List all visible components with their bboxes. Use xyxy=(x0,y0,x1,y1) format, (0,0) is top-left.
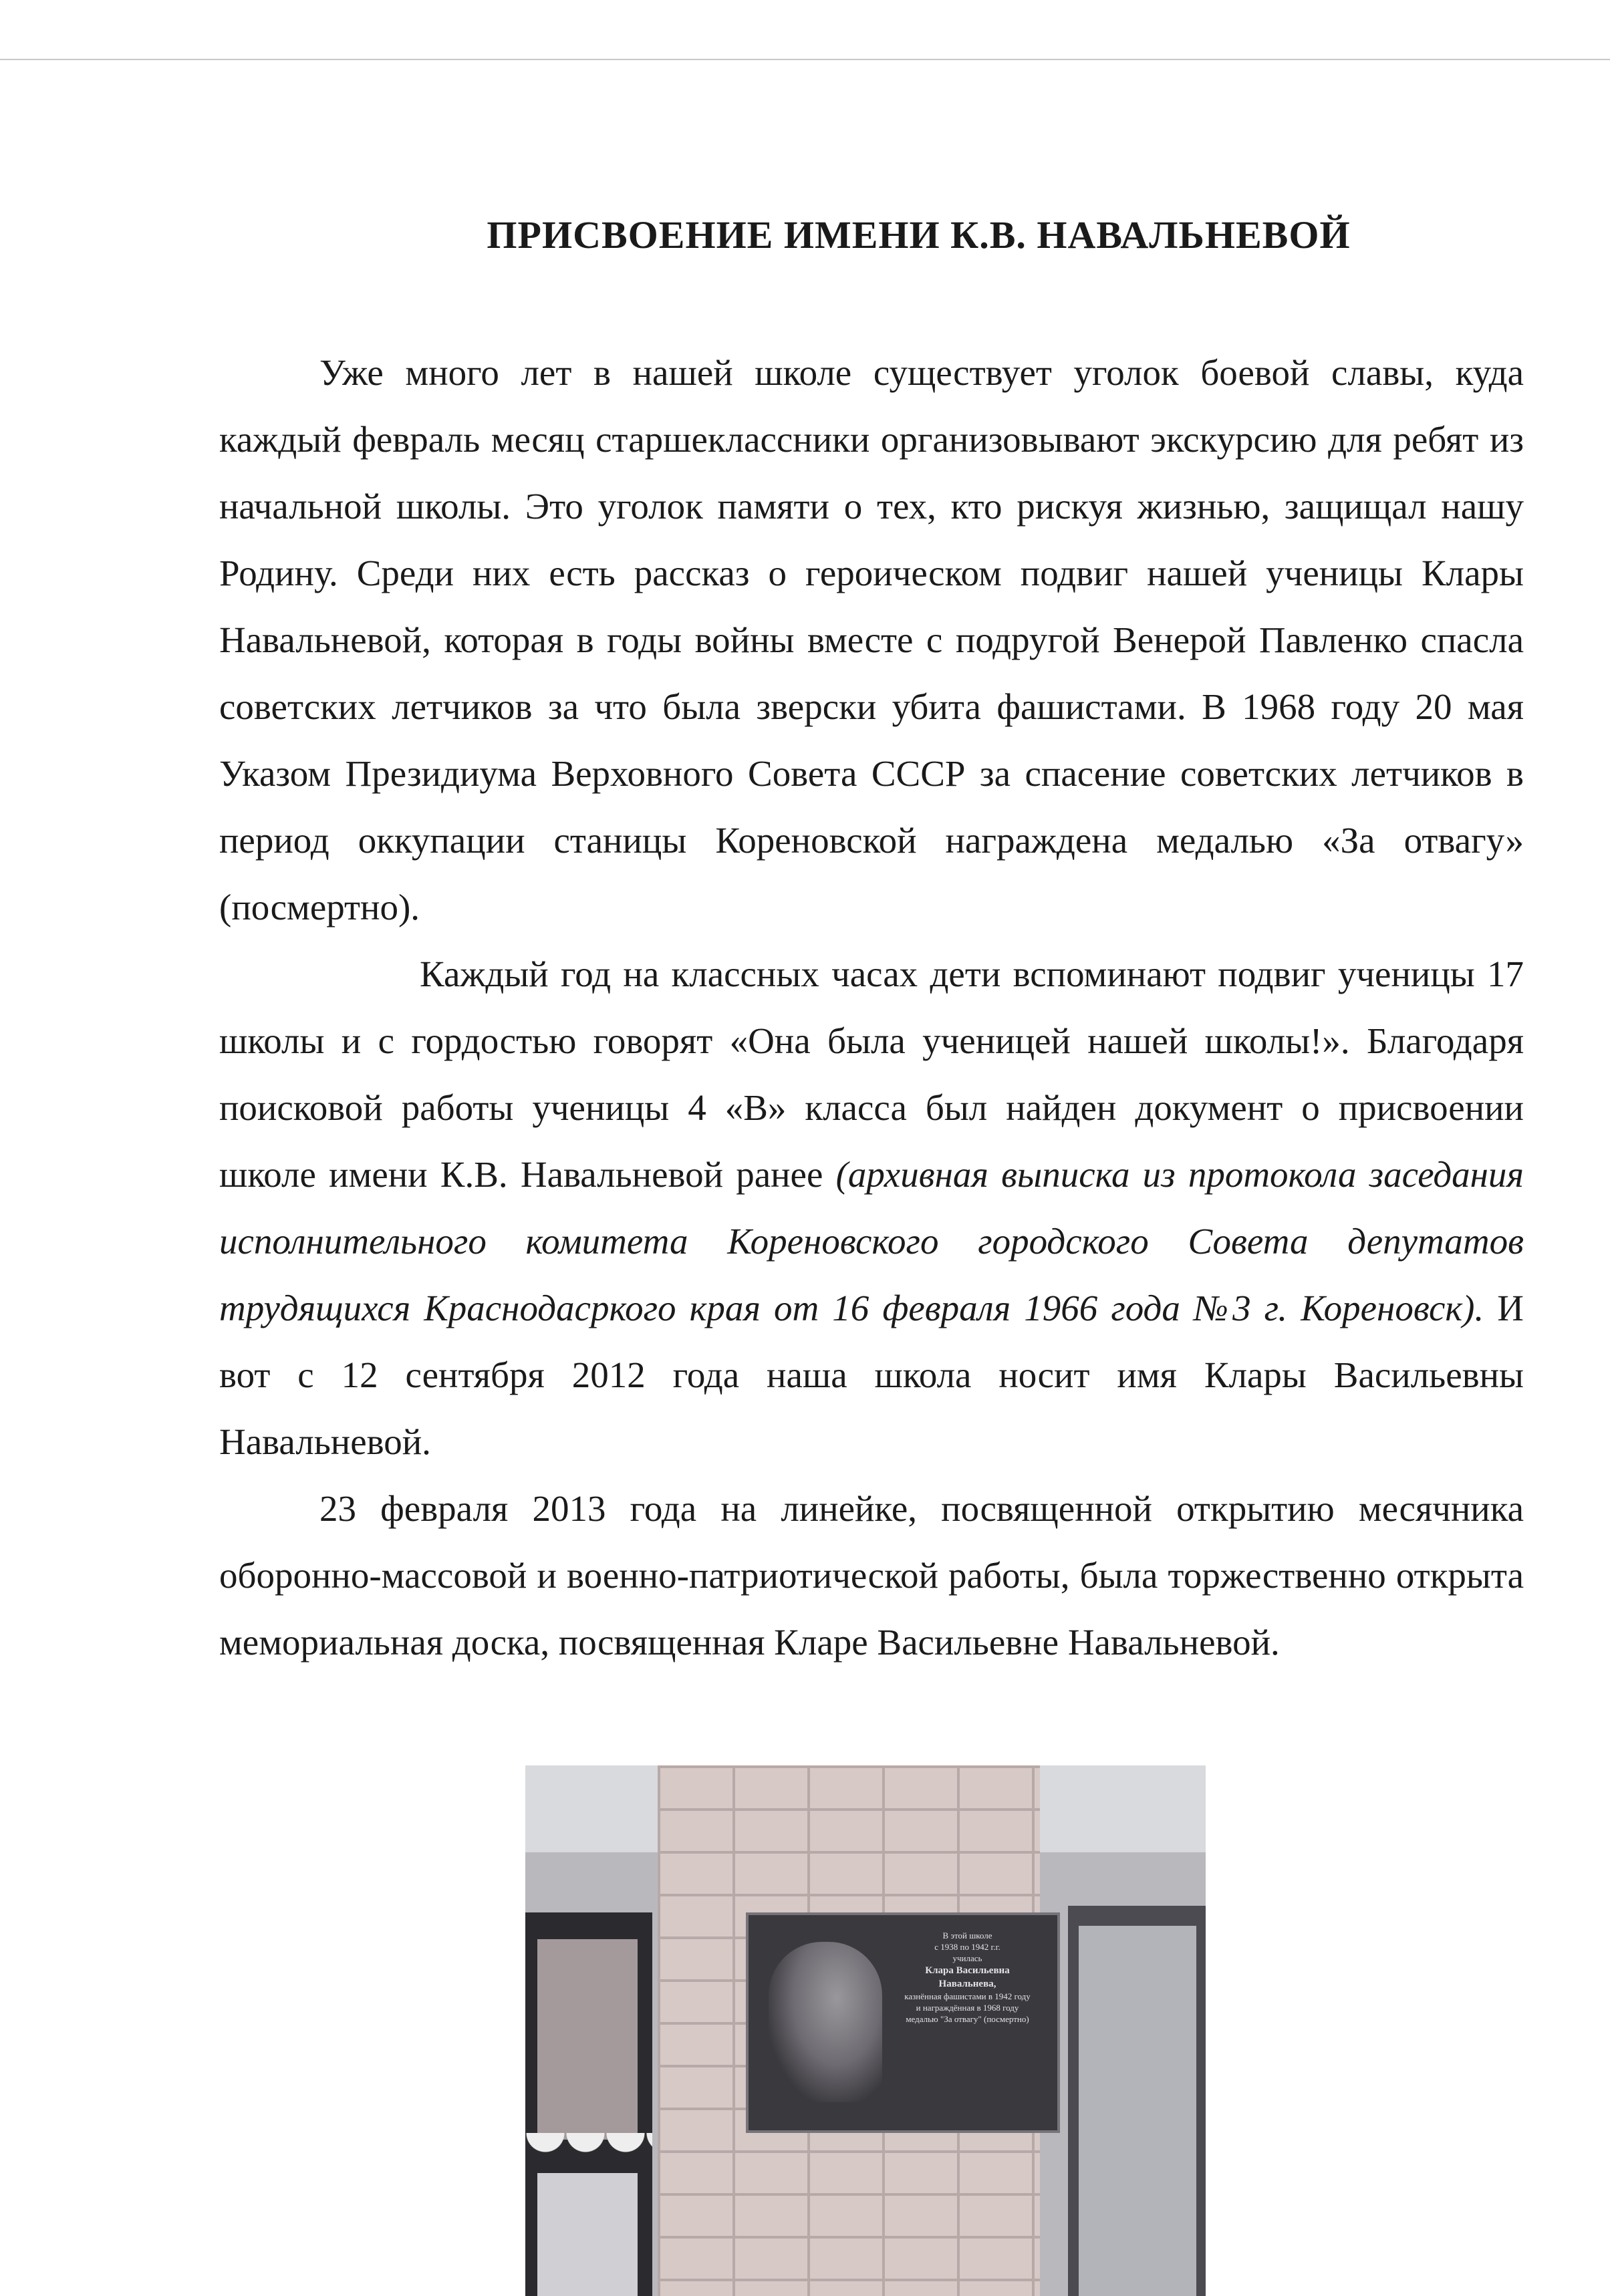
curtain xyxy=(525,2133,652,2173)
plaque-inscription xyxy=(882,1930,1053,2025)
paragraph-2-start: Каждый год на классных часах дети вспоминают подвиг ученицы 17 школы и с гордостью говорят «Она была ученицей нашей школы!». Благодаря поисковой работы ученицы 4 «В» класса был найден документ о присвоении школе имени К.В. Навальневой ранее xyxy=(219,954,1524,1195)
paragraph-2 xyxy=(219,941,1524,1475)
archive-reference: (архивная выписка из протокола заседания исполнительного комитета Кореновского городского Совета депутатов трудящихся Краснодасркого края от 16 февраля 1966 года №3 г. Кореновск). xyxy=(219,1154,1524,1328)
left-window xyxy=(525,1912,652,2296)
plaque-line: и награждённая в 1968 году xyxy=(916,2003,1019,2013)
plaque-line: казнённая фашистами в 1942 году xyxy=(904,1991,1031,2001)
scan-edge-line xyxy=(0,59,1610,60)
body-text xyxy=(219,339,1524,1676)
plaque-line: училась xyxy=(952,1953,982,1963)
plaque-name: Клара Васильевна xyxy=(925,1965,1010,1976)
paragraph-3: 23 февраля 2013 года на линейке, посвященной открытию месячника оборонно-массовой и военно-патриотической работы, была торжественно открыта мемориальная доска, посвященная Кларе Васильевне Навальневой. xyxy=(219,1488,1524,1663)
paragraph-1: Уже много лет в нашей школе существует уголок боевой славы, куда каждый февраль месяц старшеклассники организовывают экскурсию для ребят из начальной школы. Это уголок памяти о тех, кто рискуя жизнью, защищал нашу Родину. Среди них есть рассказ о героическом подвиг нашей ученицы Клары Навальневой, которая в годы войны вместе с подругой Венерой Павленко спасла советских летчиков за что была зверски убита фашистами. В 1968 году 20 мая Указом Президиума Верховного Совета СССР за спасение советских летчиков в период оккупации станицы Кореновской награждена медалью «За отвагу» (посмертно). xyxy=(219,352,1524,927)
plaque-line: с 1938 по 1942 г.г. xyxy=(934,1942,1000,1952)
plaque-line: медалью "За отвагу" (посмертно) xyxy=(906,2014,1029,2024)
plaque-line: В этой школе xyxy=(942,1930,992,1941)
memorial-plaque xyxy=(746,1912,1060,2133)
memorial-plaque-photo xyxy=(525,1765,1206,2296)
portrait-relief xyxy=(769,1942,882,2102)
paragraph-2-end: И вот с 12 сентября 2012 года наша школа носит имя Клары Васильевны Навальневой. xyxy=(219,1288,1524,1462)
right-window xyxy=(1068,1906,1206,2296)
page-title: ПРИСВОЕНИЕ ИМЕНИ К.В. НАВАЛЬНЕВОЙ xyxy=(487,213,1351,257)
plaque-name: Навальнева, xyxy=(938,1979,996,1989)
